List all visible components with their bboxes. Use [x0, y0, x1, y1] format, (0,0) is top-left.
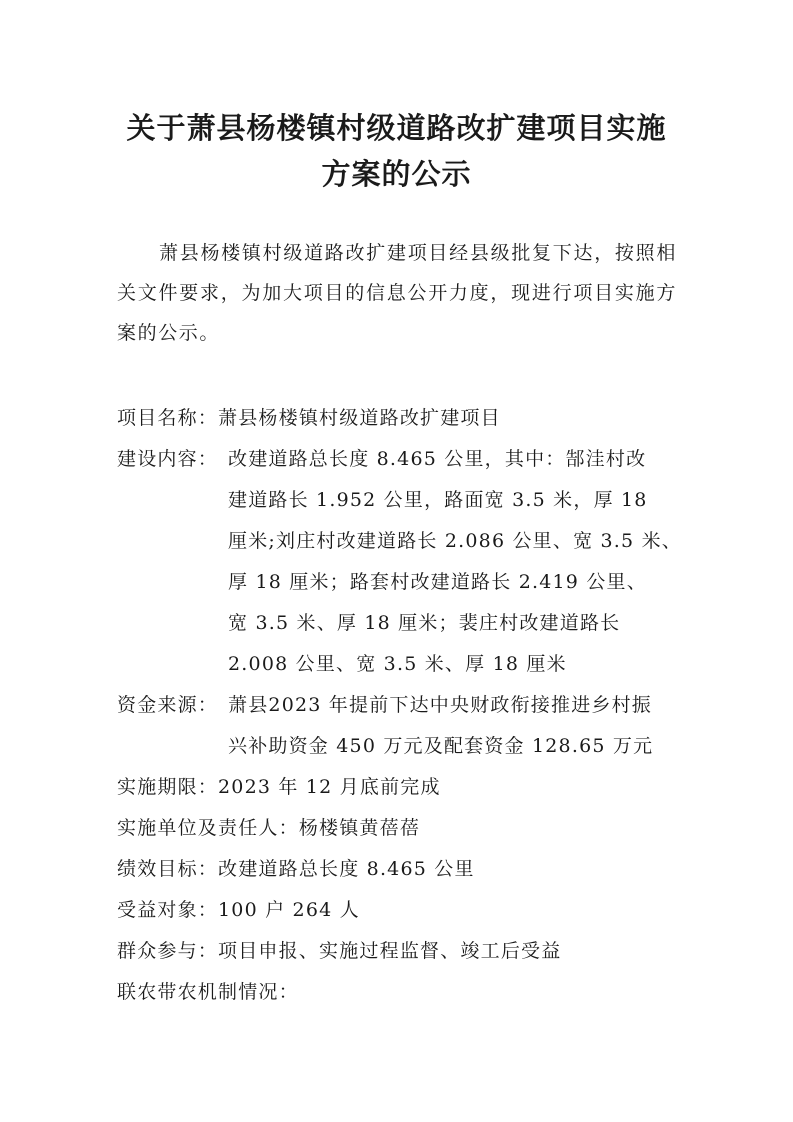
construction-line: 厘米;刘庄村改建道路长 2.086 公里、宽 3.5 米、 — [228, 530, 682, 552]
construction-line: 改建道路总长度 8.465 公里，其中：郜洼村改 — [228, 448, 647, 470]
responsible-row — [117, 808, 677, 849]
document-title-line-1: 关于萧县杨楼镇村级道路改扩建项目实施 — [126, 111, 667, 145]
project-details — [117, 398, 682, 1013]
construction-content-row — [117, 439, 682, 685]
public-participation-label: 群众参与： — [117, 940, 219, 962]
responsible-label: 实施单位及责任人： — [117, 817, 299, 839]
deadline-value: 2023 年 12 月底前完成 — [218, 776, 441, 798]
beneficiaries-value: 100 户 264 人 — [218, 899, 360, 921]
intro-paragraph: 萧县杨楼镇村级道路改扩建项目经县级批复下达，按照相关文件要求，为加大项目的信息公开力度，现进行项目实施方案的公示。 — [117, 242, 677, 344]
funding-source-label: 资金来源： — [117, 694, 219, 716]
farmer-linkage-value — [299, 972, 677, 1013]
deadline-label: 实施期限： — [117, 776, 219, 798]
funding-source-row — [117, 685, 677, 767]
construction-line: 宽 3.5 米、厚 18 厘米；裴庄村改建道路长 — [228, 612, 621, 634]
public-participation-value: 项目申报、实施过程监督、竣工后受益 — [218, 940, 562, 962]
public-participation-row — [117, 931, 677, 972]
document-title-line-2: 方案的公示 — [321, 157, 472, 191]
beneficiaries-label: 受益对象： — [117, 899, 219, 921]
funding-source-value — [228, 685, 677, 767]
performance-goal-value: 改建道路总长度 8.465 公里 — [218, 858, 475, 880]
beneficiaries-row — [117, 890, 677, 931]
performance-goal-row — [117, 849, 677, 890]
construction-line: 2.008 公里、宽 3.5 米、厚 18 厘米 — [228, 653, 567, 675]
funding-line: 萧县2023 年提前下达中央财政衔接推进乡村振 — [228, 694, 652, 716]
construction-line: 厚 18 厘米；路套村改建道路长 2.419 公里、 — [228, 571, 647, 593]
project-name-label: 项目名称： — [117, 407, 219, 429]
construction-content-value — [228, 439, 682, 685]
deadline-row — [117, 767, 677, 808]
responsible-value: 杨楼镇黄蓓蓓 — [298, 817, 421, 839]
construction-content-label: 建设内容： — [117, 448, 219, 470]
project-name-value: 萧县杨楼镇村级道路改扩建项目 — [218, 407, 501, 429]
project-name-row — [117, 398, 677, 439]
funding-line: 兴补助资金 450 万元及配套资金 128.65 万元 — [228, 735, 654, 757]
performance-goal-label: 绩效目标： — [117, 858, 219, 880]
farmer-linkage-row — [117, 972, 677, 1013]
farmer-linkage-label: 联农带农机制情况： — [117, 981, 299, 1003]
construction-line: 建道路长 1.952 公里，路面宽 3.5 米，厚 18 — [228, 489, 648, 511]
